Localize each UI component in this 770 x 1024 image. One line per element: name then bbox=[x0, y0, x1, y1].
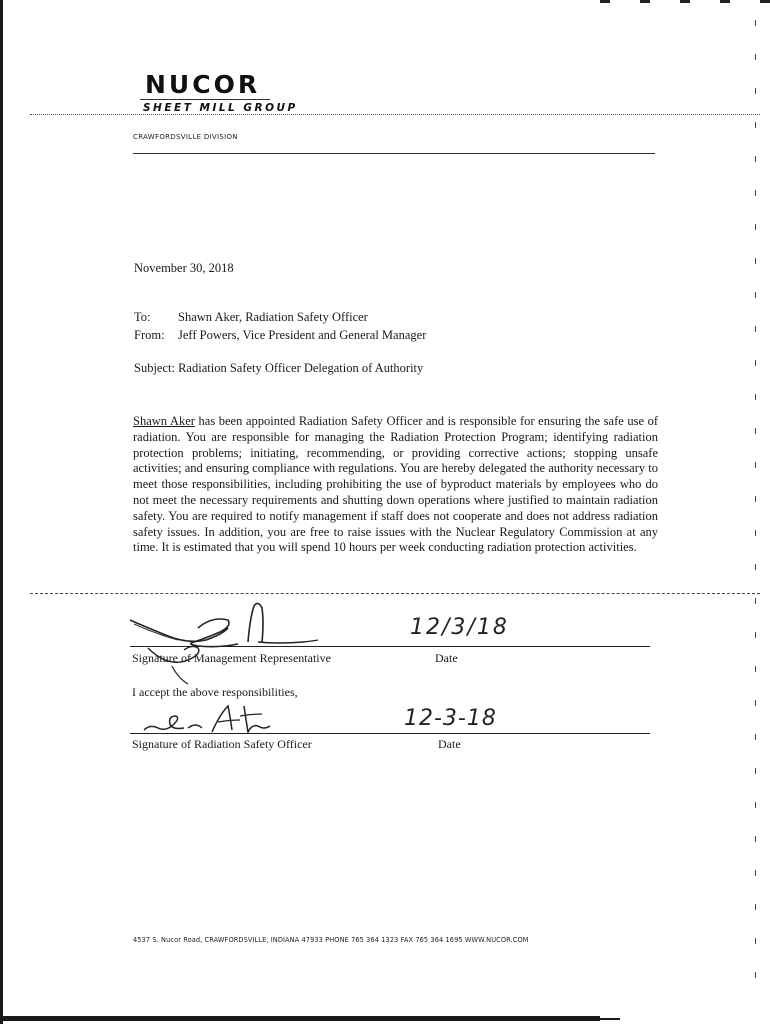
rso-date-label: Date bbox=[438, 737, 461, 751]
paragraph-end-rule bbox=[30, 593, 760, 595]
group-name: SHEET MILL GROUP bbox=[143, 102, 298, 114]
rso-signature-line bbox=[130, 733, 650, 734]
scan-edge-top bbox=[600, 0, 770, 3]
to-label: To: bbox=[134, 310, 151, 324]
to-value: Shawn Aker, Radiation Safety Officer bbox=[178, 310, 368, 324]
management-signature-line bbox=[130, 646, 650, 647]
body-text: has been appointed Radiation Safety Officer and is responsible for ensuring the safe use of radiation. You are responsible for managing the Radiation Protection Program; identifying radiation protection problems; initiating, recommending, or providing corrective actions; stopping unsafe activities; and ensuring compliance with regulations. You are hereby delegated the authority necessary to meet those responsibilities, including prohibiting the use of byproduct materials by employees who do not meet the necessary requirements and shutting down operations where justified to maintain radiation safety. You are required to notify management if staff does not cooperate and does not address radiation safety issues. In addition, you are free to raise issues with the Nuclear Regulatory Commission at any time. It is estimated that you will spend 10 hours per week conducting radiation protection activities. bbox=[133, 414, 659, 555]
from-label: From: bbox=[134, 328, 165, 342]
rso-signature-label: Signature of Radiation Safety Officer bbox=[132, 737, 312, 751]
from-value: Jeff Powers, Vice President and General Manager bbox=[178, 328, 427, 342]
appointee-name: Shawn Aker bbox=[133, 414, 195, 428]
management-signature-label: Signature of Management Representative bbox=[132, 651, 331, 665]
logo-underline bbox=[140, 99, 270, 100]
management-date-label: Date bbox=[435, 651, 458, 665]
management-date-handwritten: 12/3/18 bbox=[410, 615, 509, 640]
division-name: CRAWFORDSVILLE DIVISION bbox=[133, 133, 238, 141]
scan-edge-left bbox=[0, 0, 3, 1024]
letterhead-dotted-rule bbox=[30, 114, 760, 116]
rso-date-handwritten: 12-3-18 bbox=[404, 706, 497, 731]
scan-edge-right bbox=[755, 20, 756, 1000]
footer-address: 4537 S. Nucor Road, CRAWFORDSVILLE, INDIANA 47933 PHONE 765 364 1323 FAX 765 364 1695 WWW.NUCOR.COM bbox=[133, 936, 529, 944]
company-logo: NUCOR bbox=[145, 70, 261, 99]
body-paragraph bbox=[133, 414, 658, 556]
management-signature bbox=[128, 598, 328, 688]
scan-edge-bottom bbox=[0, 1016, 600, 1021]
memo-date: November 30, 2018 bbox=[134, 261, 234, 275]
letterhead-rule bbox=[133, 153, 655, 154]
memo-subject: Subject: Radiation Safety Officer Delegation of Authority bbox=[134, 361, 424, 375]
acceptance-statement: I accept the above responsibilities, bbox=[132, 685, 298, 699]
scan-edge-bottom-fragment bbox=[600, 1018, 620, 1020]
